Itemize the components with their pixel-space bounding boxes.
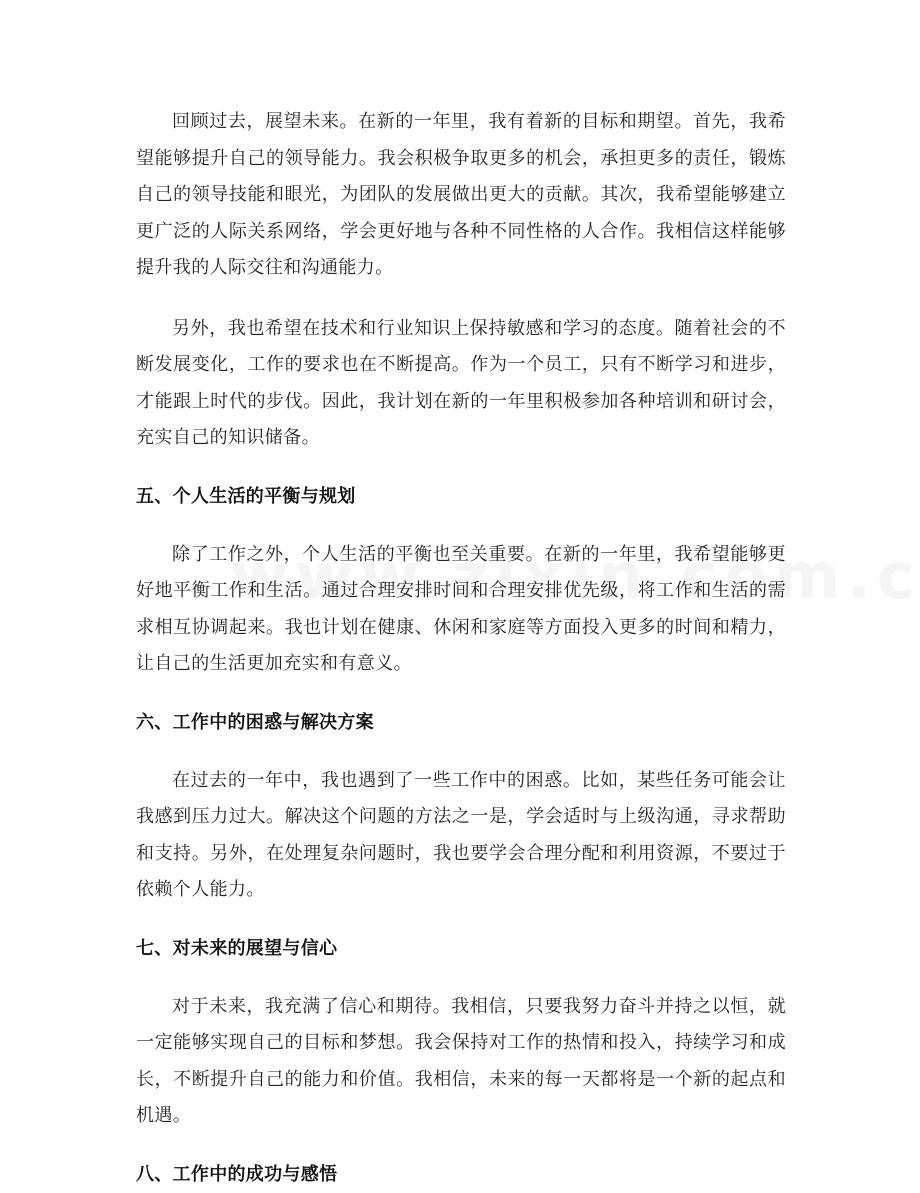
paragraph-learning-attitude: 另外，我也希望在技术和行业知识上保持敏感和学习的态度。随着社会的不断发展变化，工作的要求也在不断提高。作为一个员工，只有不断学习和进步，才能跟上时代的步伐。因此，我计划在新的一年里积极参加各种培训和研讨会，充实自己的知识储备。 (136, 317, 786, 448)
paragraph-life-balance: 除了工作之外，个人生活的平衡也至关重要。在新的一年里，我希望能够更好地平衡工作和生活。通过合理安排时间和合理安排优先级，将工作和生活的需求相互协调起来。我也计划在健康、休闲和家庭等方面投入更多的时间和精力，让自己的生活更加充实和有意义。 (136, 543, 786, 674)
heading-section-7: 七、对未来的展望与信心 (136, 937, 338, 959)
heading-section-5: 五、个人生活的平衡与规划 (136, 485, 356, 507)
paragraph-work-confusion: 在过去的一年中，我也遇到了一些工作中的困惑。比如，某些任务可能会让我感到压力过大。解决这个问题的方法之一是，学会适时与上级沟通，寻求帮助和支持。另外，在处理复杂问题时，我也要学会合理分配和利用资源，不要过于依赖个人能力。 (136, 769, 786, 900)
document-page (136, 104, 786, 1193)
heading-section-6: 六、工作中的困惑与解决方案 (136, 711, 374, 733)
paragraph-future-goals: 回顾过去，展望未来。在新的一年里，我有着新的目标和期望。首先，我希望能够提升自己的领导能力。我会积极争取更多的机会，承担更多的责任，锻炼自己的领导技能和眼光，为团队的发展做出更大的贡献。其次，我希望能够建立更广泛的人际关系网络，学会更好地与各种不同性格的人合作。我相信这样能够提升我的人际交往和沟通能力。 (136, 111, 786, 278)
heading-section-8: 八、工作中的成功与感悟 (136, 1163, 338, 1185)
paragraph-future-confidence: 对于未来，我充满了信心和期待。我相信，只要我努力奋斗并持之以恒，就一定能够实现自己的目标和梦想。我会保持对工作的热情和投入，持续学习和成长，不断提升自己的能力和价值。我相信，未来的每一天都将是一个新的起点和机遇。 (136, 995, 786, 1126)
